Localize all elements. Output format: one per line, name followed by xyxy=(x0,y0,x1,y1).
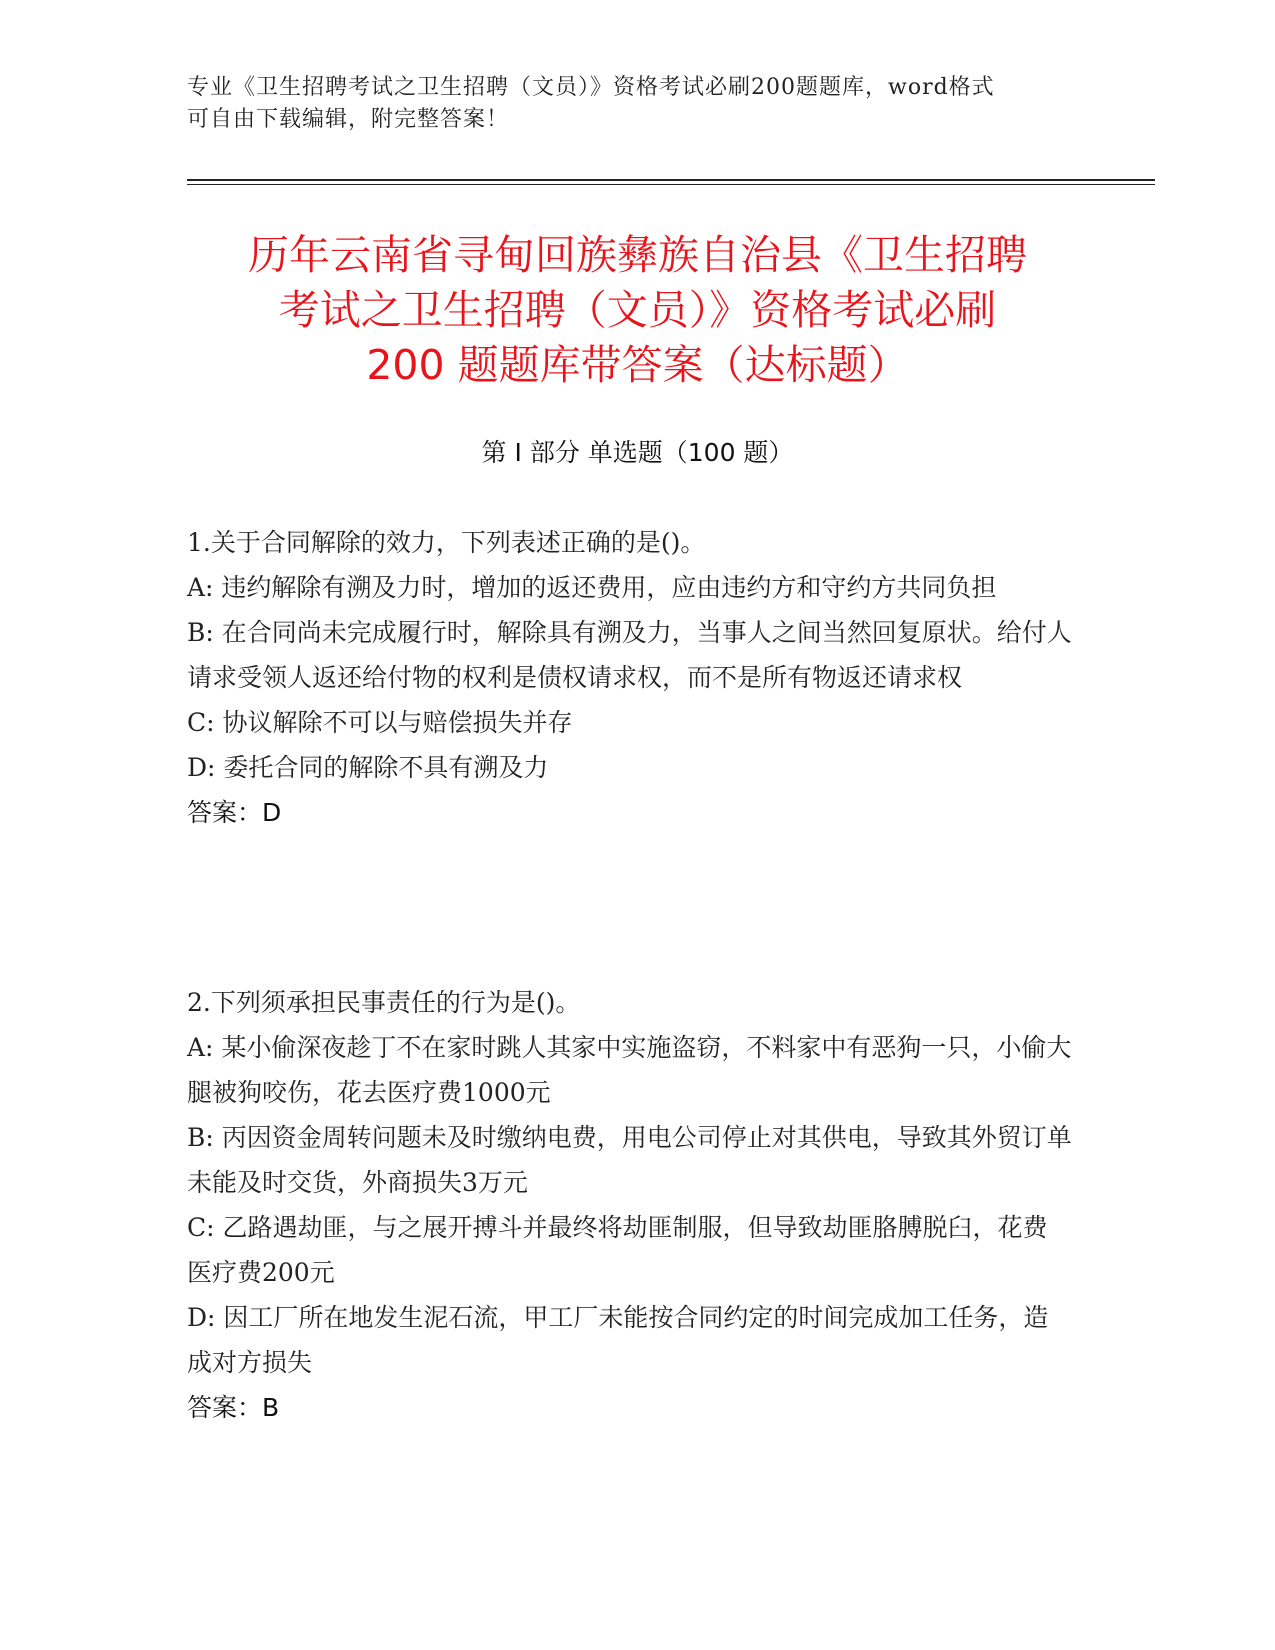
section-heading: 第 I 部分 单选题（100 题） xyxy=(481,438,794,467)
question-1 xyxy=(187,520,1072,835)
question-stem: 1.关于合同解除的效力，下列表述正确的是()。 xyxy=(187,528,706,557)
option-a: A: 违约解除有溯及力时，增加的返还费用，应由违约方和守约方共同负担 xyxy=(187,573,997,602)
document-title xyxy=(150,228,1125,393)
option-d: D: 委托合同的解除不具有溯及力 xyxy=(187,753,549,782)
answer: 答案：D xyxy=(187,798,282,827)
option-c: C: 乙路遇劫匪，与之展开搏斗并最终将劫匪制服，但导致劫匪胳膊脱臼，花费医疗费200元 xyxy=(187,1213,1048,1287)
header-rule-thick xyxy=(187,179,1155,181)
answer: 答案：B xyxy=(187,1393,280,1422)
question-2 xyxy=(187,980,1072,1430)
document-title-line-3: 200 题题库带答案（达标题） xyxy=(366,341,909,389)
document-title-line-1: 历年云南省寻甸回族彝族自治县《卫生招聘 xyxy=(248,231,1027,279)
question-stem: 2.下列须承担民事责任的行为是()。 xyxy=(187,988,581,1017)
header-note xyxy=(187,72,1067,136)
option-a: A: 某小偷深夜趁丁不在家时跳人其家中实施盗窃，不料家中有恶狗一只，小偷大腿被狗咬伤，花去医疗费1000元 xyxy=(187,1033,1072,1107)
option-d: D: 因工厂所在地发生泥石流，甲工厂未能按合同约定的时间完成加工任务，造成对方损失 xyxy=(187,1303,1049,1377)
header-rule-thin xyxy=(187,184,1155,185)
option-b: B: 在合同尚未完成履行时，解除具有溯及力，当事人之间当然回复原状。给付人请求受领人返还给付物的权利是债权请求权，而不是所有物返还请求权 xyxy=(187,618,1072,692)
option-b: B: 丙因资金周转问题未及时缴纳电费，用电公司停止对其供电，导致其外贸订单未能及时交货，外商损失3万元 xyxy=(187,1123,1072,1197)
option-c: C: 协议解除不可以与赔偿损失并存 xyxy=(187,708,573,737)
header-note-line-2: 可自由下载编辑，附完整答案！ xyxy=(187,107,510,132)
header-note-line-1: 专业《卫生招聘考试之卫生招聘（文员）》资格考试必刷200题题库，word格式 xyxy=(187,75,995,100)
document-title-line-2: 考试之卫生招聘（文员）》资格考试必刷 xyxy=(278,286,997,334)
